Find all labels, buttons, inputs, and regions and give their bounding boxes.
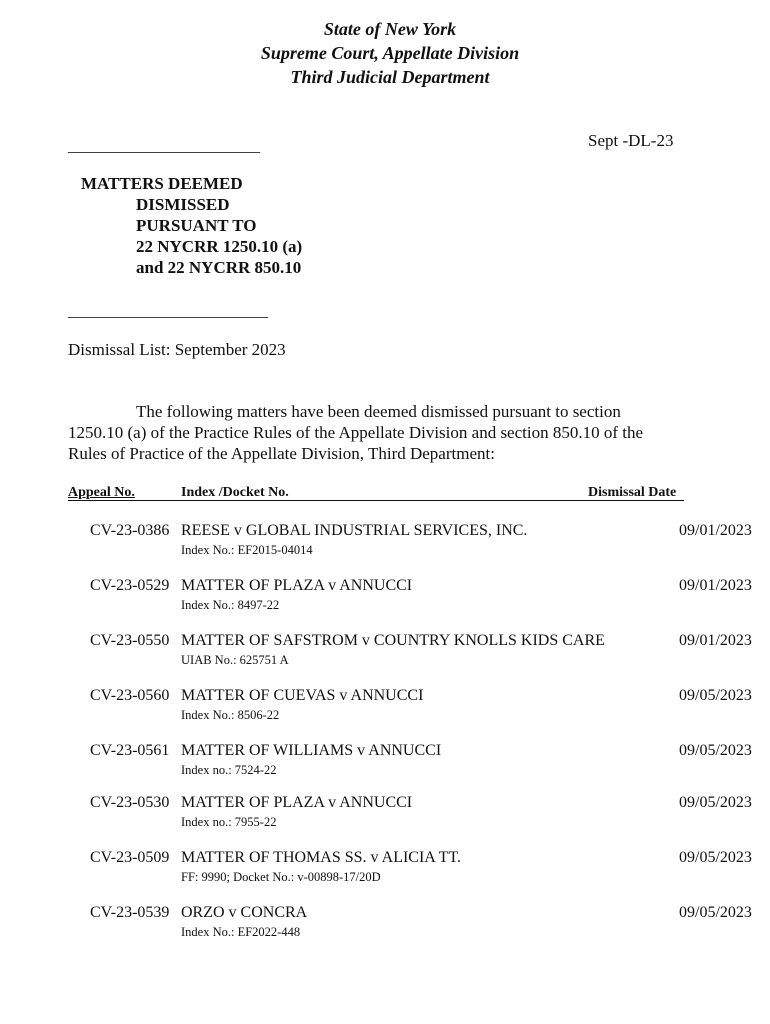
caption-line-2: DISMISSED: [136, 195, 230, 214]
case-name: MATTER OF PLAZA v ANNUCCI: [181, 794, 413, 811]
appeal-number: CV-23-0539: [90, 904, 170, 921]
appeal-number: CV-23-0386: [90, 522, 170, 539]
caption-line-5: and 22 NYCRR 850.10: [136, 258, 302, 277]
index-number: Index No.: 8497-22: [181, 598, 280, 612]
table-row: [0, 522, 770, 566]
document-code: Sept -DL-23: [588, 131, 674, 150]
dismissal-date: 09/05/2023: [679, 849, 752, 866]
table-row: [0, 904, 770, 948]
appeal-number: CV-23-0530: [90, 794, 170, 811]
case-name: MATTER OF SAFSTROM v COUNTRY KNOLLS KIDS CARE: [181, 632, 605, 649]
case-name: MATTER OF WILLIAMS v ANNUCCI: [181, 742, 442, 759]
table-row: [0, 849, 770, 893]
column-header-index: Index /Docket No.: [181, 485, 289, 500]
case-name: ORZO v CONCRA: [181, 904, 308, 921]
index-number: Index no.: 7524-22: [181, 763, 277, 777]
court-heading: [0, 17, 770, 89]
intro-line-3: Rules of Practice of the Appellate Division, Third Department:: [68, 444, 495, 463]
bottom-rule: _________________________: [68, 303, 268, 320]
column-header-appeal: Appeal No.: [68, 485, 135, 500]
dismissal-date: 09/01/2023: [679, 522, 752, 539]
intro-paragraph: [68, 401, 688, 464]
case-name: MATTER OF CUEVAS v ANNUCCI: [181, 687, 424, 704]
table-row: [0, 577, 770, 621]
dismissal-date: 09/01/2023: [679, 632, 752, 649]
heading-state: State of New York: [323, 19, 457, 39]
caption-block: [81, 173, 302, 278]
index-number: UIAB No.: 625751 A: [181, 653, 289, 667]
case-name: MATTER OF THOMAS SS. v ALICIA TT.: [181, 849, 462, 866]
heading-court: Supreme Court, Appellate Division: [260, 43, 520, 63]
case-name: MATTER OF PLAZA v ANNUCCI: [181, 577, 413, 594]
index-number: Index No.: EF2022-448: [181, 925, 301, 939]
column-header-date: Dismissal Date: [588, 485, 677, 500]
appeal-number: CV-23-0529: [90, 577, 170, 594]
dismissal-date: 09/05/2023: [679, 794, 752, 811]
index-number: Index no.: 7955-22: [181, 815, 277, 829]
top-rule: ________________________: [68, 138, 260, 155]
caption-line-1: MATTERS DEEMED: [81, 174, 243, 193]
dismissal-list-title: Dismissal List: September 2023: [68, 340, 286, 359]
appeal-number: CV-23-0560: [90, 687, 170, 704]
table-row: [0, 632, 770, 676]
index-number: FF: 9990; Docket No.: v-00898-17/20D: [181, 870, 381, 884]
dismissal-date: 09/05/2023: [679, 904, 752, 921]
caption-line-3: PURSUANT TO: [136, 216, 257, 235]
appeal-number: CV-23-0509: [90, 849, 170, 866]
dismissal-date: 09/05/2023: [679, 742, 752, 759]
appeal-number: CV-23-0561: [90, 742, 170, 759]
appeal-number: CV-23-0550: [90, 632, 170, 649]
intro-line-2: 1250.10 (a) of the Practice Rules of the Appellate Division and section 850.10 of the: [68, 423, 644, 442]
case-name: REESE v GLOBAL INDUSTRIAL SERVICES, INC.: [181, 522, 528, 539]
heading-department: Third Judicial Department: [290, 67, 490, 87]
caption-line-4: 22 NYCRR 1250.10 (a): [136, 237, 303, 256]
dismissal-date: 09/01/2023: [679, 577, 752, 594]
intro-line-1: The following matters have been deemed dismissed pursuant to section: [136, 402, 621, 421]
dismissal-date: 09/05/2023: [679, 687, 752, 704]
table-row: [0, 742, 770, 786]
index-number: Index No.: 8506-22: [181, 708, 280, 722]
index-number: Index No.: EF2015-04014: [181, 543, 313, 557]
table-row: [0, 687, 770, 731]
table-row: [0, 794, 770, 838]
header-underline: [68, 500, 684, 501]
